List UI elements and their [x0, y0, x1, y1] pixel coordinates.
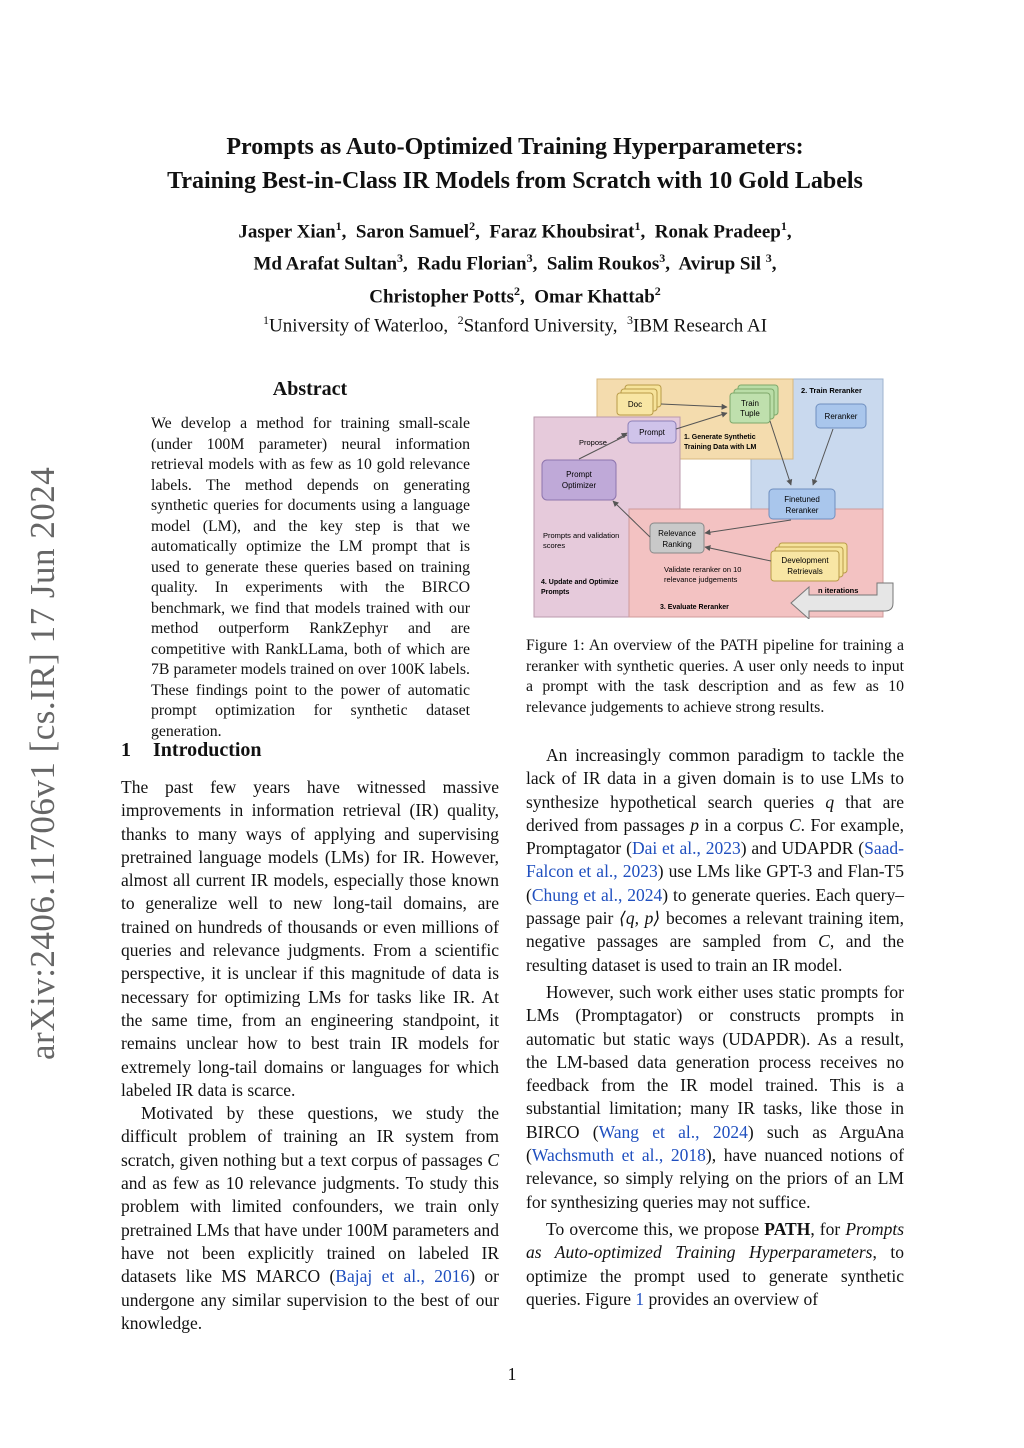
finetuned-label-1: Finetuned — [784, 495, 820, 504]
citation-link[interactable]: Wang et al., 2024 — [598, 1121, 748, 1142]
prompt-optimizer-label-1: Prompt — [566, 470, 592, 479]
figure-reference-link[interactable]: 1 — [635, 1288, 645, 1309]
author-list — [100, 213, 930, 310]
text-run: , for — [810, 1218, 846, 1239]
train-tuple-box — [730, 393, 770, 423]
abstract-text: We develop a method for training small-scale (under 100M parameter) neural information retrieval models with as few as 10 gold relevance labels. The method depends on generating synthetic queries for documents using a language model (LM), and the key step is that we automatically optimize the LM prompt that is used to generate these queries based on training quality. In experiments with the BIRCO benchmark, we find that models trained with our method outperform RankZephyr and are competitive with RankLLama, both of which are 7B parameter models trained on over 100K labels. These findings point to the power of automatic prompt optimization for synthetic dataset generation. — [151, 415, 470, 740]
propose-label: Propose — [579, 438, 607, 447]
paragraph: The past few years have witnessed massive improvements in information retrieval (IR) quality, thanks to many ways of applying and supervising pretrained language models (LMs) for IR. However, almost all current IR models, especially those known to generalize well to new long-tail domains, are trained on hundreds of thousands or even millions of queries and relevance judgments. From a scientific perspective, it is unclear if this magnitude of data is necessary for optimizing LMs for tasks like IR. At the same time, from an engineering standpoint, it remains unclear how to best train IR models for extremely long-tail domains or languages for which labeled IR data is scarce. — [121, 777, 499, 1100]
text-run: that are derived from passages — [526, 791, 905, 835]
citation-link[interactable]: Bajaj et al., 2016 — [335, 1266, 470, 1287]
affiliation-mark: 1 — [262, 313, 269, 327]
doc-label: Doc — [627, 400, 643, 409]
update-heading-2: Prompts — [541, 589, 570, 596]
author-affiliation-mark: 1 — [335, 219, 342, 233]
paragraph — [526, 1218, 904, 1311]
math-var: q — [825, 791, 835, 812]
path-pipeline-figure — [533, 377, 905, 619]
affiliations: $^1$University of Waterloo, $^2$Stanford University, $^3$IBM Research AI — [262, 313, 768, 337]
generate-heading-2: Training Data with LM — [684, 444, 757, 451]
author-affiliation-mark: 2 — [469, 219, 476, 233]
math-var: C — [818, 931, 830, 952]
relevance-label-1: Relevance — [658, 529, 696, 538]
author-affiliation-mark: 2 — [654, 283, 661, 298]
left-column-body — [121, 776, 499, 1335]
evaluate-heading: 3. Evaluate Reranker — [660, 604, 729, 611]
author: Md Arafat Sultan — [253, 253, 398, 275]
math-var: C — [788, 814, 801, 835]
text-run: provides an overview of — [644, 1288, 819, 1309]
affiliation: IBM Research AI — [633, 315, 768, 337]
text-run: , and the resulting dataset is used to train an IR model. — [526, 931, 904, 975]
author: Faraz Khoubsirat — [489, 221, 635, 243]
right-column-body — [526, 744, 904, 1311]
text-run: . For example, Promptagator ( — [526, 814, 904, 859]
method-expansion: Prompts as Auto-optimized Training Hyperparameters — [526, 1218, 905, 1263]
abstract-heading: Abstract — [272, 378, 348, 400]
dev-label-1: Development — [781, 556, 829, 565]
author-affiliation-mark: 2 — [514, 283, 521, 298]
author: Avirup Sil — [678, 253, 762, 275]
author-affiliation-mark: 3 — [765, 251, 772, 266]
finetuned-label-2: Reranker — [785, 506, 819, 515]
author-affiliation-mark: 3 — [659, 251, 666, 266]
prompt-label: Prompt — [639, 428, 665, 437]
text-run: ) and UDAPDR ( — [740, 838, 865, 859]
text-run: , to optimize the prompt used to generate synthetic queries. Figure — [526, 1242, 904, 1309]
section-number: 1 — [121, 739, 131, 761]
text-run: To overcome this, we propose — [546, 1218, 765, 1239]
text-run: and as few as 10 relevance judgments. To study this problem with limited confounders, we train only pretrained LMs that have under 100M parameters and have not been explicitly trained on labeled IR datasets like MS MARCO ( — [121, 1173, 499, 1287]
author: Saron Samuel — [355, 221, 470, 243]
text-run: ) or undergone any similar supervision to the best of our knowledge. — [121, 1266, 499, 1333]
text-run: ) use LMs like GPT-3 and Flan-T5 ( — [526, 861, 904, 905]
text-run: ) to generate queries. Each query–passage pair — [526, 884, 904, 929]
train-tuple-label-1: Train — [741, 399, 759, 408]
author: Omar Khattab — [534, 285, 655, 307]
affiliation-mark: 3 — [627, 313, 633, 327]
math-var: C — [487, 1149, 499, 1170]
citation-link[interactable]: Chung et al., 2024 — [531, 884, 663, 905]
author: Jasper Xian — [238, 221, 336, 243]
reranker-label: Reranker — [824, 412, 858, 421]
section-title: Introduction — [153, 739, 262, 761]
text-run: ) such as ArguAna ( — [526, 1121, 904, 1166]
citation-link[interactable]: Saad-Falcon et al., 2023 — [526, 838, 904, 882]
affiliation: Stanford University — [463, 315, 613, 337]
author: Christopher Potts — [369, 285, 515, 307]
validate-label-2: relevance judgements — [664, 575, 738, 584]
author: Ronak Pradeep — [654, 221, 781, 243]
affiliation-mark: 2 — [457, 313, 464, 327]
author-line-2: Md Arafat Sultan$^3$, Radu Florian$^3$, Salim Roukos$^3$, Avirup Sil $^3$, — [253, 251, 777, 275]
arxiv-identifier: arXiv:2406.11706v1 [cs.IR] 17 Jun 2024 — [23, 466, 62, 1060]
author-affiliation-mark: 1 — [634, 219, 641, 233]
prompt-optimizer-label-2: Optimizer — [561, 481, 597, 490]
math-var: p — [690, 814, 699, 835]
author: Salim Roukos — [546, 253, 660, 275]
author: Radu Florian — [417, 253, 527, 275]
train-reranker-heading: 2. Train Reranker — [801, 386, 862, 395]
prompts-scores-label-1: Prompts and validation — [543, 531, 620, 540]
title-line-2: Training Best-in-Class IR Models from Scratch with 10 Gold Labels — [167, 168, 863, 194]
paragraph — [526, 744, 904, 977]
author-line-1: Jasper Xian$^1$, Saron Samuel$^2$, Faraz Khoubsirat$^1$, Ronak Pradeep$^1$, — [238, 219, 792, 243]
author-affiliation-mark: 3 — [526, 251, 533, 266]
math-expression: ⟨q, p⟩ — [619, 908, 661, 929]
text-run: However, such work either uses static prompts for LMs (Promptagator) or constructs prompts in automatic but static ways (UDAPDR). As a result, the LM-based data generation process receives no feedback from the IR model trained. This is a substantial limitation; many IR tasks, like those in BIRCO ( — [526, 981, 904, 1142]
validate-label-1: Validate reranker on 10 — [664, 565, 742, 574]
dev-label-2: Retrievals — [787, 567, 823, 576]
text-run: An increasingly common paradigm to tackle the lack of IR data in a given domain is to use LMs to synthesize hypothetical search queries — [526, 745, 904, 812]
train-tuple-label-2: Tuple — [740, 409, 760, 418]
text-run: becomes a relevant training item, negative passages are sampled from — [526, 908, 904, 952]
section-heading — [121, 739, 262, 762]
prompts-scores-label-2: scores — [543, 541, 566, 550]
relevance-label-2: Ranking — [662, 540, 692, 549]
citation-link[interactable]: Wachsmuth et al., 2018 — [531, 1145, 706, 1166]
update-heading-1: 4. Update and Optimize — [541, 579, 619, 586]
figure-caption: Figure 1: An overview of the PATH pipeline for training a reranker with synthetic queries. A user only needs to input a prompt with the task description and as few as 10 relevance judgements to achieve strong results. — [526, 637, 904, 716]
iterations-label: n iterations — [818, 586, 859, 595]
author-affiliation-mark: 3 — [397, 251, 404, 266]
page-number: 1 — [507, 1364, 517, 1384]
text-run: ), have nuanced notions of relevance, so simply relying on the priors of an LM for synthesizing queries may not suffice. — [526, 1145, 904, 1212]
method-name: PATH — [764, 1218, 811, 1239]
paragraph — [121, 1102, 499, 1335]
author-affiliation-mark: 1 — [780, 219, 787, 233]
text-run: in a corpus — [698, 814, 789, 835]
author-line-3: Christopher Potts$^2$, Omar Khattab$^2$ — [369, 283, 661, 307]
paragraph — [526, 981, 904, 1214]
generate-heading-1: 1. Generate Synthetic — [684, 434, 756, 441]
affiliation: University of Waterloo — [268, 315, 444, 337]
title-line-1: Prompts as Auto-Optimized Training Hyperparameters: — [226, 134, 804, 160]
text-run: Motivated by these questions, we study the difficult problem of training an IR system from scratch, given nothing but a text corpus of passages — [121, 1103, 499, 1170]
prompt-optimizer-box — [542, 460, 616, 500]
citation-link[interactable]: Dai et al., 2023 — [631, 838, 741, 859]
paper-title — [100, 130, 930, 198]
